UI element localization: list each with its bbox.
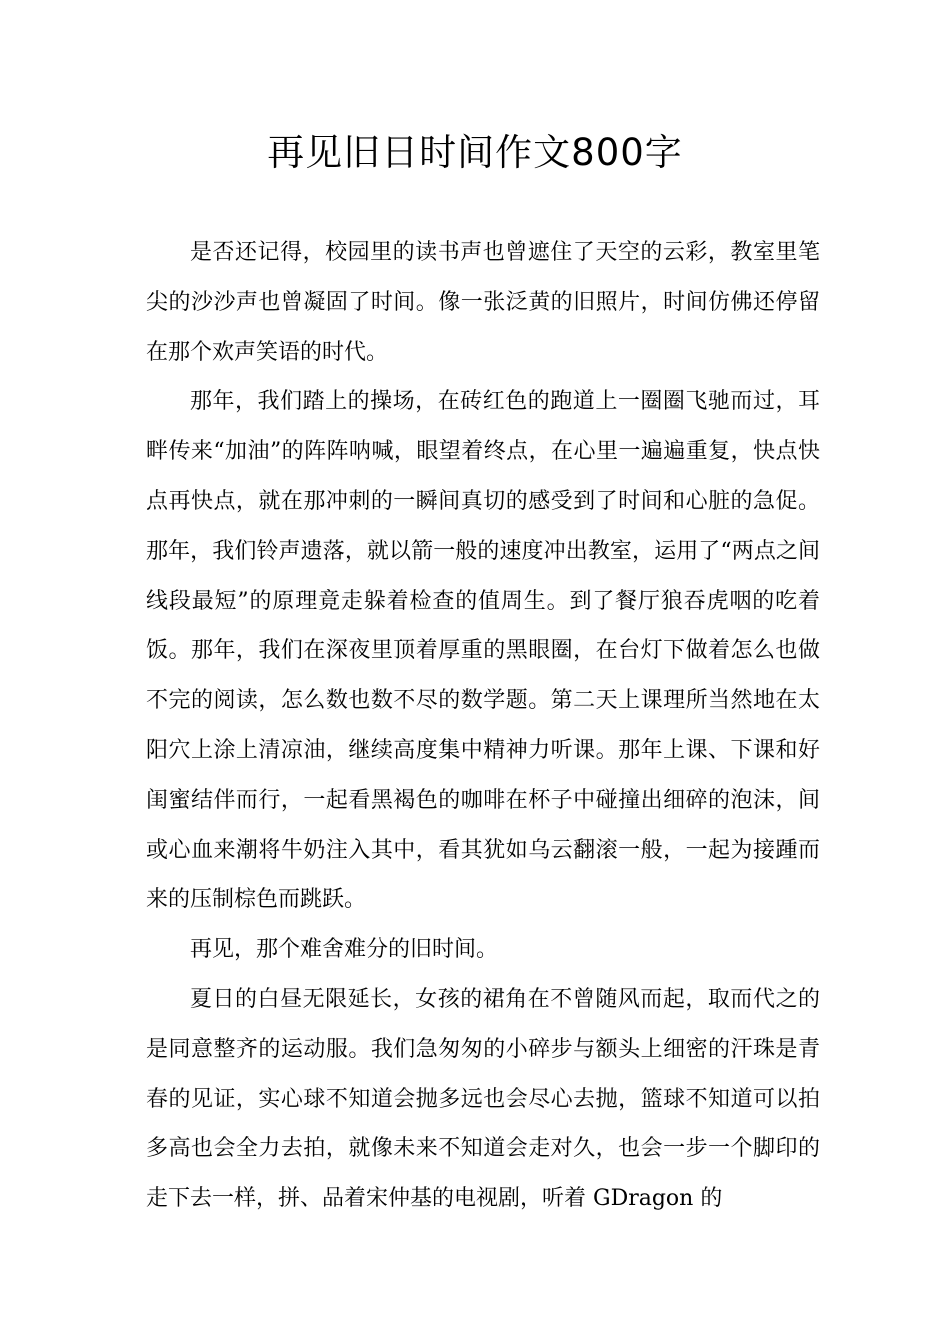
paragraph-2: 那年，我们踏上的操场，在砖红色的跑道上一圈圈飞驰而过，耳畔传来“加油”的阵阵呐喊，眼望着终点，在心里一遍遍重复，快点快点再快点，就在那冲刺的一瞬间真切的感受到了时间和心脏的急促。那年，我们铃声遗落，就以箭一般的速度冲出教室，运用了“两点之间线段最短”的原理竟走躲着检查的值周生。到了餐厅狼吞虎咽的吃着饭。那年，我们在深夜里顶着厚重的黑眼圈，在台灯下做着怎么也做不完的阅读，怎么数也数不尽的数学题。第二天上课理所当然地在太阳穴上涂上清凉油，继续高度集中精神力听课。那年上课、下课和好闺蜜结伴而行，一起看黑褐色的咖啡在杯子中碰撞出细碎的泡沫，间或心血来潮将牛奶注入其中，看其犹如乌云翻滚一般，一起为接踵而来的压制棕色而跳跃。	[146, 389, 820, 913]
essay-body	[146, 228, 820, 1224]
paragraph-3: 再见，那个难舍难分的旧时间。	[190, 937, 499, 963]
paragraph-1: 是否还记得，校园里的读书声也曾遮住了天空的云彩，教室里笔尖的沙沙声也曾凝固了时间。像一张泛黄的旧照片，时间仿佛还停留在那个欢声笑语的时代。	[146, 240, 820, 365]
document-title: 再见旧日时间作文800字	[267, 131, 683, 174]
paragraph-4: 夏日的白昼无限延长，女孩的裙角在不曾随风而起，取而代之的是同意整齐的运动服。我们急匆匆的小碎步与额头上细密的汗珠是青春的见证，实心球不知道会抛多远也会尽心去抛，篮球不知道可以拍多高也会全力去拍，就像未来不知道会走对久，也会一步一个脚印的走下去一样，拼、品着宋仲基的电视剧，听着 GDragon 的	[146, 986, 820, 1212]
